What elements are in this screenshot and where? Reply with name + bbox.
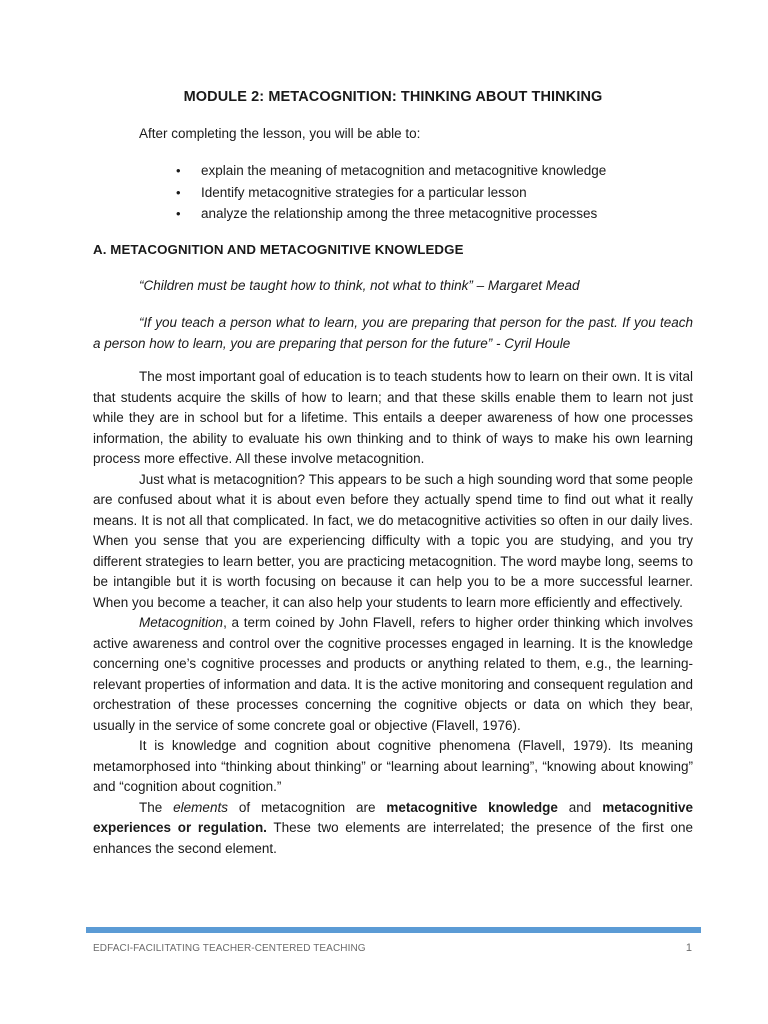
intro-text: After completing the lesson, you will be able to:: [139, 126, 421, 141]
footer-rule: [86, 927, 701, 933]
metacognition-term: Metacognition: [139, 615, 224, 630]
paragraph-3: [93, 613, 693, 736]
metacognitive-experiences-term: metacognitive experiences or regulation.: [93, 799, 693, 835]
paragraph-5-text: The: [139, 799, 174, 815]
paragraph-4: It is knowledge and cognition about cognitive phenomena (Flavell, 1979). Its meaning metamorphosed into “thinking about thinking” or “learning about learning”, “knowing about knowing” and “cognition about cognition.”: [93, 738, 693, 794]
paragraph-1: The most important goal of education is to teach students how to learn on their own. It is vital that students acquire the skills of how to learn; and that these skills enable them to learn not just while they are in school but for a lifetime. This entails a deeper awareness of how one processes information, the ability to evaluate his own thinking and to think of ways to make his own learning process more effective. All these involve metacognition.: [93, 369, 693, 466]
paragraph-5-text: These two elements are interrelated; the presence of the first one enhances the second element.: [93, 820, 693, 856]
objective-item: • explain the meaning of metacognition and metacognitive knowledge: [176, 162, 606, 184]
objective-item: • analyze the relationship among the three metacognitive processes: [176, 205, 606, 227]
paragraph-3-text: , a term coined by John Flavell, refers to higher order thinking which involves active awareness and control over the cognitive processes engaged in learning. It is the knowledge concerning one’s cognitive processes and products or anything related to them, e.g., the learning-relevant properties of information and data. It is the active monitoring and consequent regulation and orchestration of these processes concerning the cognitive objects or data on which they bear, usually in the service of some concrete goal or objective (Flavell, 1976).: [93, 615, 693, 733]
elements-term: elements: [173, 799, 228, 815]
section-heading: A. METACOGNITION AND METACOGNITIVE KNOWLEDGE: [93, 242, 464, 257]
objectives-list: [176, 162, 606, 227]
quote-margaret-mead: “Children must be taught how to think, not what to think” – Margaret Mead: [139, 278, 580, 293]
module-title: MODULE 2: METACOGNITION: THINKING ABOUT THINKING: [183, 89, 603, 105]
page-number: 1: [685, 942, 692, 954]
quote-cyril-houle: “If you teach a person what to learn, you are preparing that person for the past. If you teach a person how to learn, you are preparing that person for the future” - Cyril Houle: [93, 315, 693, 351]
footer-course-title: EDFACI-FACILITATING TEACHER-CENTERED TEACHING: [93, 943, 366, 954]
body-text: [93, 367, 693, 859]
objective-item: • Identify metacognitive strategies for a particular lesson: [176, 184, 606, 206]
paragraph-2: Just what is metacognition? This appears to be such a high sounding word that some people are confused about what it is about even before they actually spend time to find out what it really means. It is not all that complicated. In fact, we do metacognitive activities so often in our daily lives. When you sense that you are experiencing difficulty with a topic you are studying, and you try different strategies to learn better, you are practicing metacognition. The word maybe long, seems to be intangible but it is worth focusing on because it can help you to be a more successful learner. When you become a teacher, it can also help your students to learn more efficiently and effectively.: [93, 471, 693, 610]
paragraph-5-text: and: [557, 799, 603, 815]
paragraph-5: [93, 798, 693, 860]
paragraph-5-text: of metacognition are: [227, 799, 387, 815]
metacognitive-knowledge-term: metacognitive knowledge: [386, 799, 558, 815]
